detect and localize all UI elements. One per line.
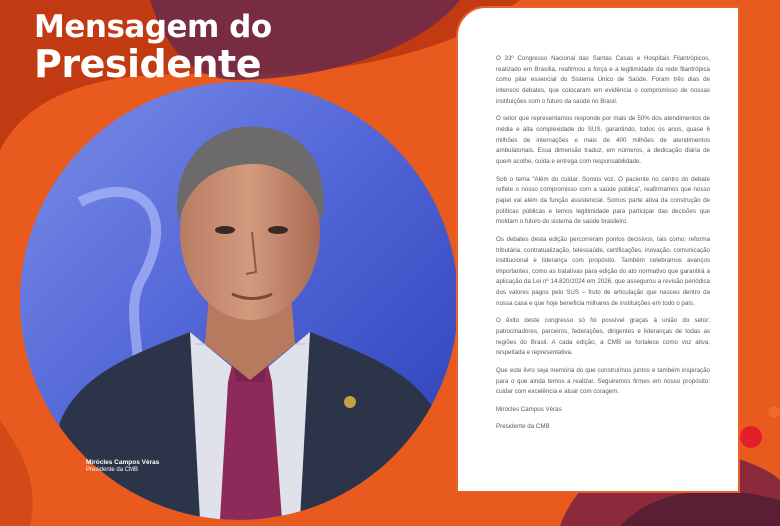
caption-name: Mirócles Campos Véras [86, 459, 160, 466]
bottom-left-wave [0, 420, 33, 526]
photo-caption [86, 459, 159, 473]
message-paragraph: Os debates desta edição percorreram pontos decisivos, tais como: reforma tributária, contratualização, telessaúde, certificações, inovação, comunicação institucional e liderança com propósito. Também celebramos avanços importantes, como as tratativas para edição do ato normativo que garantirá a aplicação da Lei nº 14.820/2024 em 2026, que assegurou a revisão periódica dos valores pagos pelo SUS – fruto de articulação que nasceu dentro da nossa casa e que hoje beneficia milhares de instituições em todo o país. [496, 235, 710, 307]
page-title [34, 9, 272, 86]
title-line-2: Presidente [34, 42, 261, 86]
decorative-dot-red [740, 426, 762, 448]
message-paragraph: Sob o tema “Além do cuidar. Somos voz. O paciente no centro do debate reflete o nosso compromisso com a saúde pública”, reafirmamos que nosso papel vai além da função assistencial. Somos parte ativa da construção de políticas públicas e temos legitimidade para participar das decisões que moldam o futuro do sistema de saúde brasileiro. [496, 175, 710, 226]
message-panel [456, 6, 740, 493]
signature-role: Presidente da CMB [496, 422, 550, 430]
message-paragraph: O 33º Congresso Nacional das Santas Casas e Hospitais Filantrópicos, realizado em Brasília, reafirmou a força e a legitimidade da rede filantrópica como pilar essencial do Sistema Único de Saúde. Foram três dias de intensos debates, que colocaram em evidência o compromisso de nossas instituições com o futuro da saúde no Brasil. [496, 55, 710, 105]
decorative-dot-orange [768, 406, 780, 418]
message-paragraph: O setor que representamos responde por mais de 50% dos atendimentos de média e alta complexidade do SUS, garantindo, todos os anos, quase 6 milhões de internações e mais de 400 milhões de atendimentos ambulatoriais. Essa dimensão traduz, em números, a dedicação diária de quem acolhe, cuida e entrega com responsabilidade. [496, 115, 710, 165]
president-portrait [20, 82, 458, 520]
message-body [496, 54, 710, 438]
caption-role: Presidente da CMB [86, 467, 139, 473]
portrait-illustration [20, 82, 458, 520]
signature-name: Mirócles Campos Véras [496, 406, 562, 414]
message-paragraph: O êxito deste congresso só foi possível graças à união do setor: patrocinadores, parceiros, federações, dirigentes e lideranças de todas as regiões do Brasil. A cada edição, a CMB se fortalece como voz ativa, respeitada e representativa. [496, 317, 710, 357]
title-line-1: Mensagem do [34, 9, 272, 45]
message-paragraph: Que este livro seja memória do que construímos juntos e também inspiração para o que ainda temos a realizar. Seguiremos firmes em nosso propósito: cuidar com excelência e atuar com coragem. [496, 367, 710, 396]
